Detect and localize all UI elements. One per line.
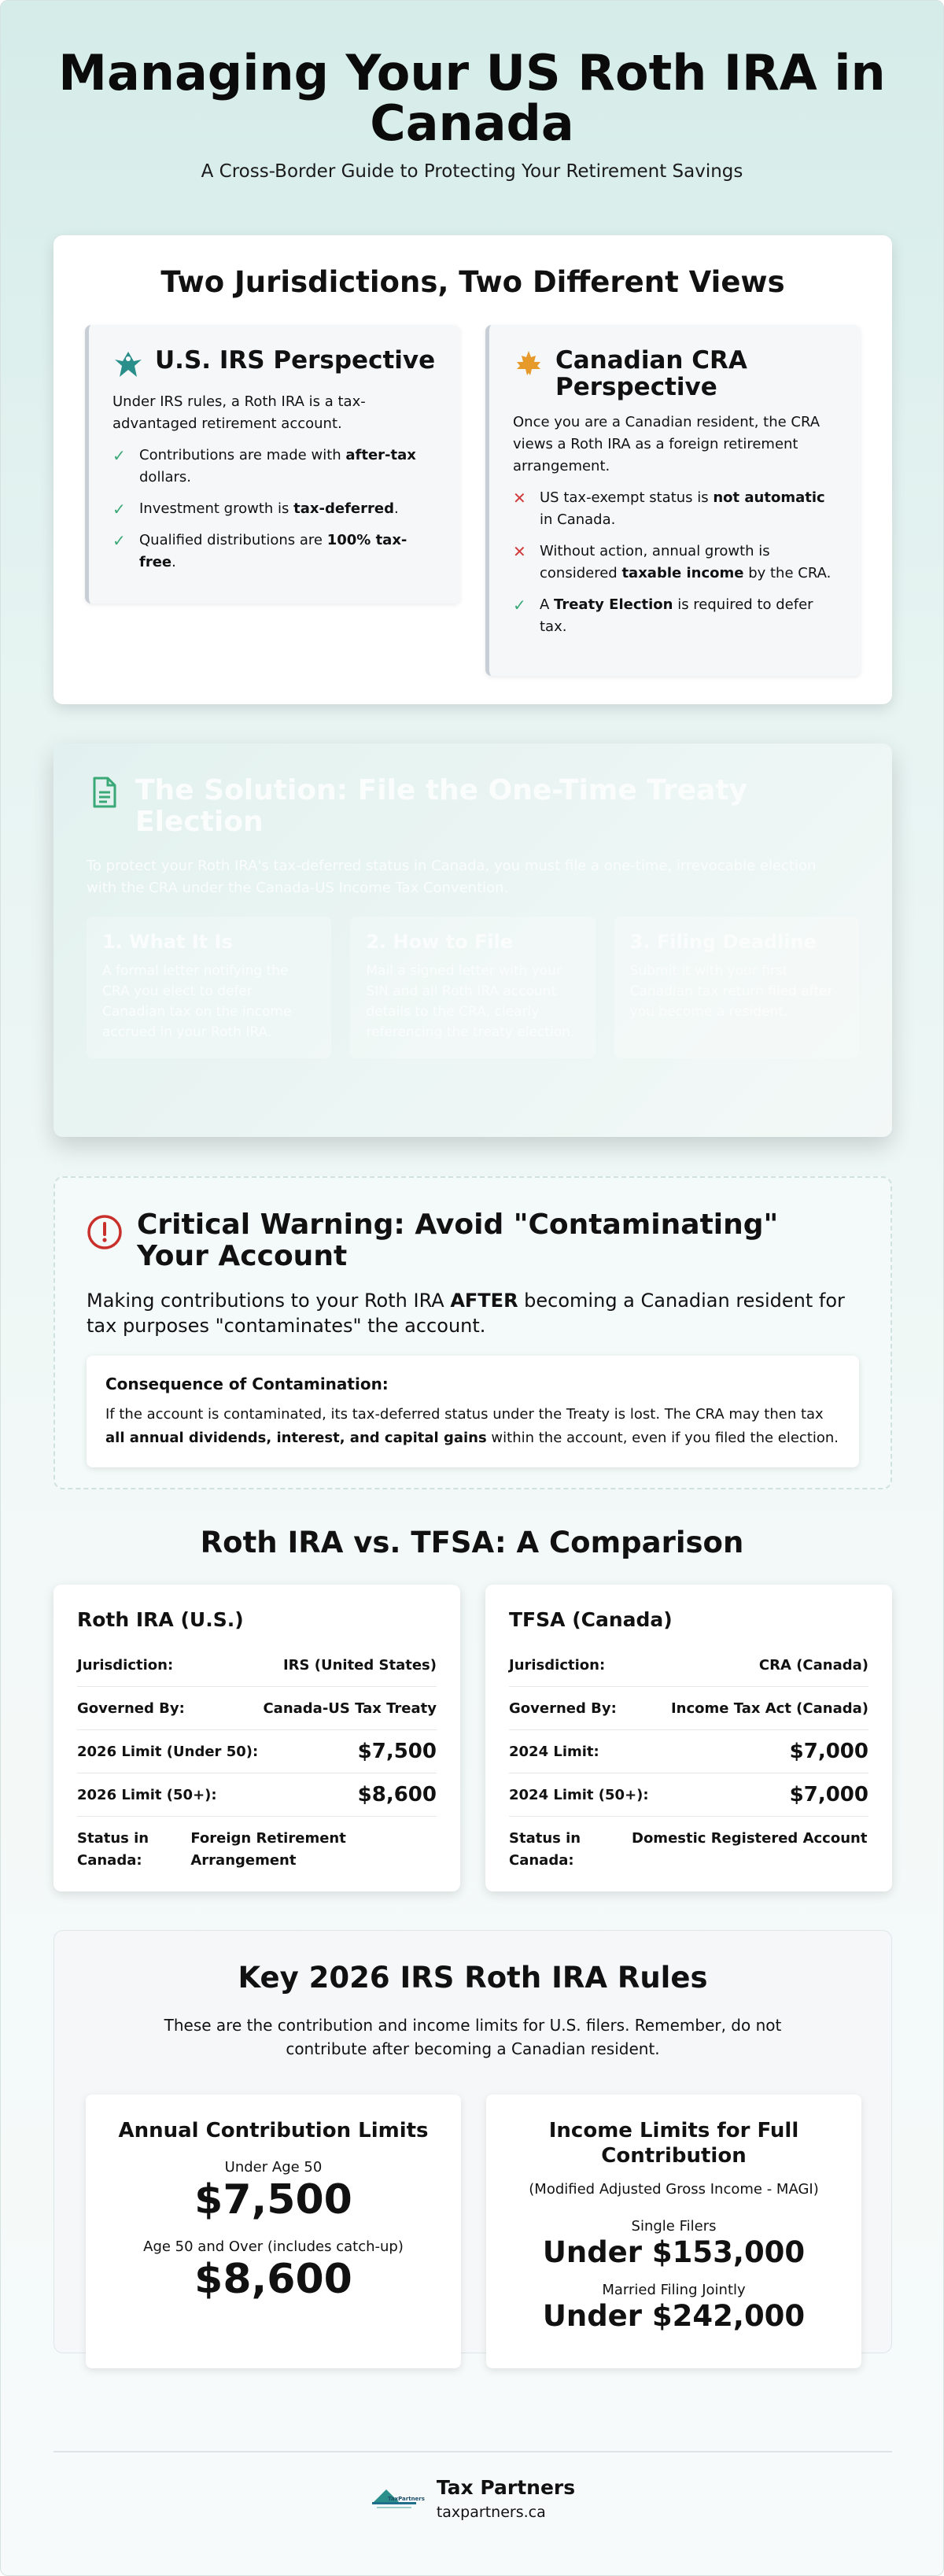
cra-panel-title: Canadian CRA Perspective [555,346,747,401]
cra-intro: Once you are a Canadian resident, the CRA views a Roth IRA as a foreign retirement arrangement. [513,414,820,474]
solution-steps [87,917,859,1058]
footer-website: taxpartners.ca [436,2504,546,2521]
solution-card [53,744,892,1137]
magi-note: (Modified Adjusted Gross Income - MAGI) [529,2181,819,2198]
list-item: ✕ Without action, annual growth is considered taxable income by the CRA. [513,541,840,585]
under50-label: Under Age 50 [224,2159,323,2176]
joint-value: Under $242,000 [542,2299,806,2333]
irs-panel-title: U.S. IRS Perspective [155,346,436,375]
warning-icon [87,1214,123,1250]
step-title: 2. How to File [366,931,514,953]
list-item: ✓ A Treaty Election is required to defer tax. [513,594,840,638]
irs-list [112,445,440,574]
comparison-row: 2026 Limit (Under 50): $7,500 [77,1730,437,1773]
under50-value: $7,500 [194,2176,352,2224]
rules-section [53,1930,892,2353]
comparison-title: Roth IRA vs. TFSA: A Comparison [200,1526,744,1559]
footer-divider [53,2451,892,2452]
footer-company-name: Tax Partners [436,2476,576,2499]
step-text: Mail a signed letter with your SIN and all Roth IRA account details to the CRA, clearly referencing the treaty election. [366,963,575,1040]
step-text: A formal letter notifying the CRA you elect to defer Canadian tax on the income accrued in your Roth IRA. [102,963,292,1040]
step-what [87,917,331,1058]
step-deadline [614,917,859,1058]
contribution-limits-box [86,2094,461,2368]
consequence-box [87,1356,859,1467]
comparison-row-status: Status in Canada: Domestic Registered Account [509,1830,868,1869]
tfsa-card-title: TFSA (Canada) [509,1608,673,1631]
list-item: ✕ US tax-exempt status is not automatic in Canada. [513,487,840,531]
solution-intro: To protect your Roth IRA's tax-deferred status in Canada, you must file a one-time, irrevocable election with the CRA under the Canada-US Income Tax Convention. [87,858,817,896]
comparison-row: Jurisdiction: IRS (United States) [77,1644,437,1687]
comparison-row: 2024 Limit (50+): $7,000 [509,1773,868,1817]
consequence-title: Consequence of Contamination: [105,1375,389,1393]
page-subtitle: A Cross-Border Guide to Protecting Your Retirement Savings [201,161,743,182]
over50-value: $8,600 [194,2256,352,2303]
solution-title: The Solution: File the One-Time Treaty Election [135,774,748,838]
svg-text:TaxPartners: TaxPartners [387,2495,425,2502]
cra-list [513,487,840,638]
cra-panel [485,325,861,676]
rules-subtitle: These are the contribution and income limits for U.S. filers. Remember, do not contribute after becoming a Canadian resident. [164,2016,782,2058]
irs-intro: Under IRS rules, a Roth IRA is a tax-advantaged retirement account. [112,393,366,432]
cross-icon: ✕ [513,542,526,561]
single-value: Under $153,000 [542,2235,806,2269]
footer [1,2476,943,2521]
tax-partners-logo [369,2483,425,2515]
cross-icon: ✕ [513,489,526,507]
joint-label: Married Filing Jointly [602,2282,746,2298]
list-item: ✓ Qualified distributions are 100% tax-free. [112,530,440,574]
contribution-limits-title: Annual Contribution Limits [118,2119,429,2142]
comparison-row: Governed By: Canada-US Tax Treaty [77,1687,437,1730]
consequence-text: If the account is contaminated, its tax-deferred status under the Treaty is lost. The CRA may then tax all annual dividends, interest, and capital gains within the account, even if you filed the election. [105,1406,839,1446]
step-title: 3. Filing Deadline [629,931,817,953]
warning-section [53,1176,892,1489]
header [1,1,943,205]
income-limits-box [486,2094,861,2368]
irs-panel [85,325,460,603]
jurisdictions-title: Two Jurisdictions, Two Different Views [160,265,785,299]
comparison-row: Governed By: Income Tax Act (Canada) [509,1687,868,1730]
jurisdictions-card [53,235,892,704]
comparison-row: Jurisdiction: CRA (Canada) [509,1644,868,1687]
list-item: ✓ Investment growth is tax-deferred. [112,500,399,519]
comparison-row: 2024 Limit: $7,000 [509,1730,868,1773]
page-title: Managing Your US Roth IRA in Canada [58,44,886,152]
roth-ira-card [53,1585,460,1891]
over50-label: Age 50 and Over (includes catch-up) [143,2238,404,2255]
check-icon: ✓ [112,500,126,519]
check-icon: ✓ [513,596,526,614]
step-how [350,917,595,1058]
check-icon: ✓ [112,531,126,550]
warning-title: Critical Warning: Avoid "Contaminating" Your Account [137,1209,779,1272]
eagle-icon [112,349,144,380]
single-label: Single Filers [631,2218,717,2235]
income-limits-title: Income Limits for Full Contribution [548,2119,799,2168]
check-icon: ✓ [112,446,126,465]
comparison-row-status: Status in Canada: Foreign Retirement Arrangement [77,1830,346,1869]
roth-card-title: Roth IRA (U.S.) [77,1608,244,1631]
list-item: ✓ Contributions are made with after-tax dollars. [112,445,440,489]
step-text: Submit it with your first Canadian tax return filed after you become a resident. [629,963,833,1020]
document-icon [87,775,121,810]
rules-title: Key 2026 IRS Roth IRA Rules [238,1961,708,1995]
tfsa-card [485,1585,892,1891]
comparison-row: 2026 Limit (50+): $8,600 [77,1773,437,1817]
maple-leaf-icon [513,349,544,380]
step-title: 1. What It Is [102,931,233,953]
warning-body: Making contributions to your Roth IRA AFTER becoming a Canadian resident for tax purposes "contaminates" the account. [87,1290,845,1337]
